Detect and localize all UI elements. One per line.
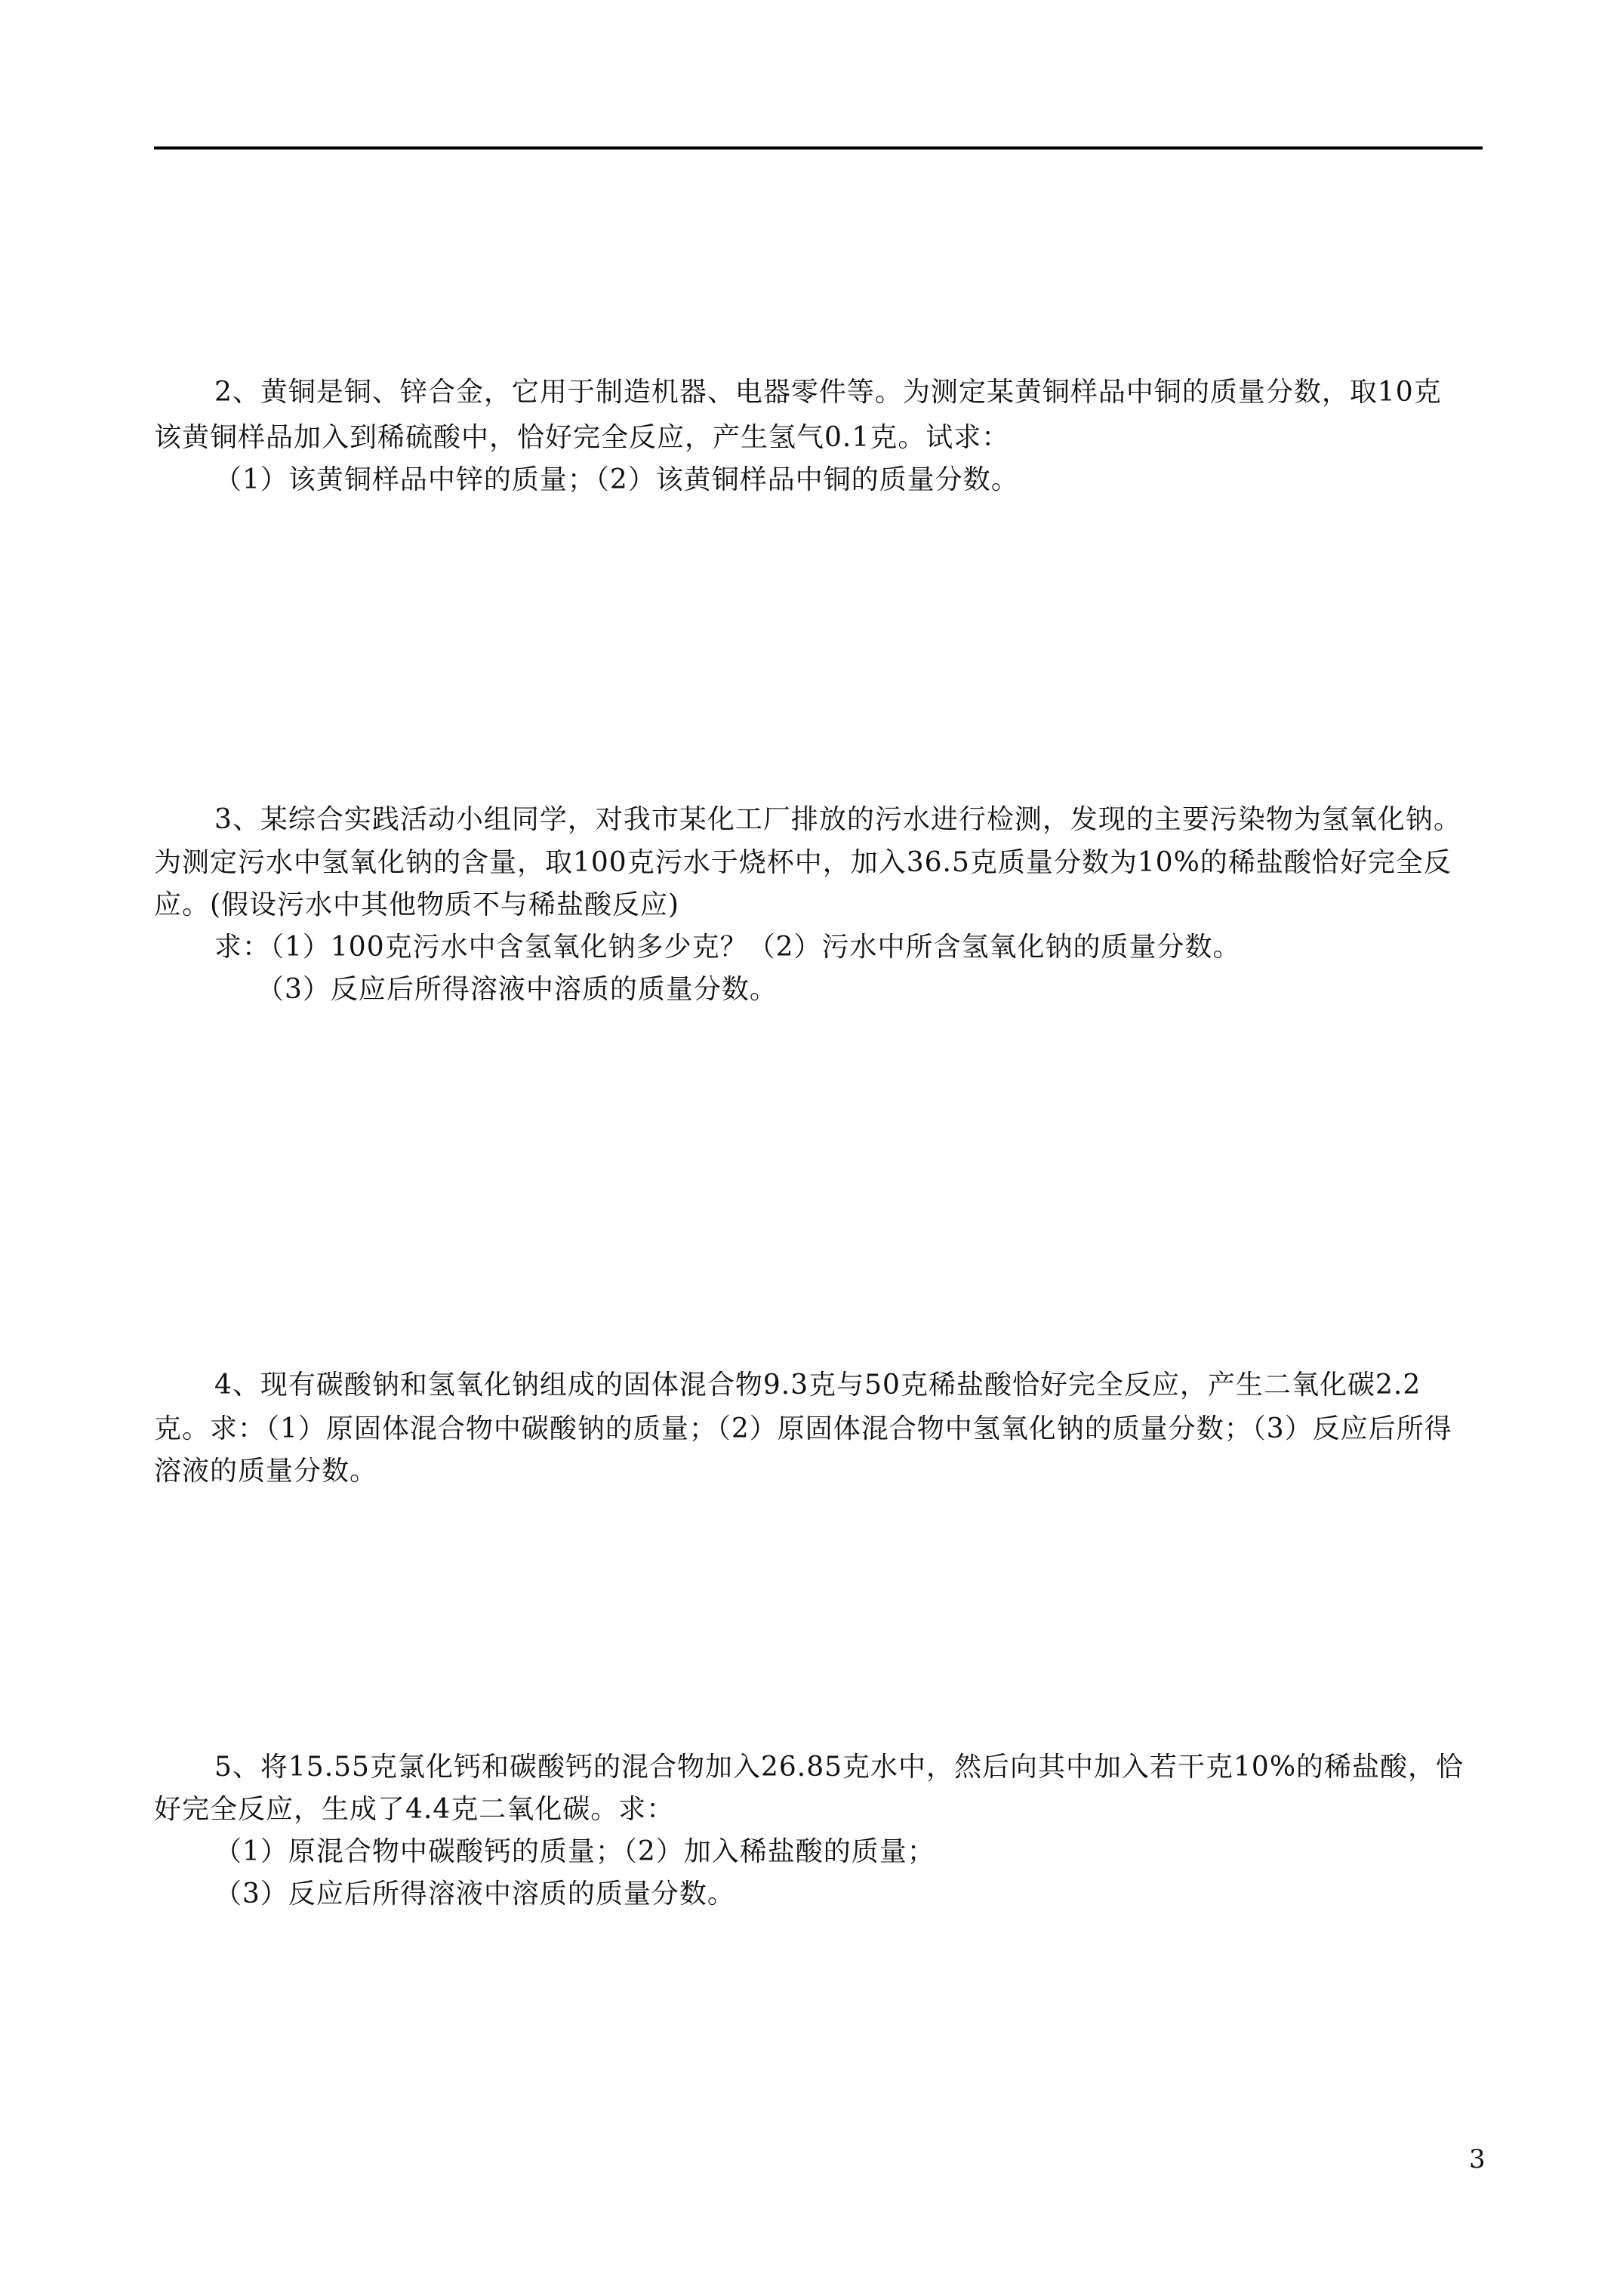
problem-2-line-2: 该黄铜样品加入到稀硫酸中，恰好完全反应，产生氢气0.1克。试求： (154, 422, 1010, 453)
problem-4-line-3: 溶液的质量分数。 (154, 1456, 378, 1487)
problem-2-line-3: （1）该黄铜样品中锌的质量；（2）该黄铜样品中铜的质量分数。 (214, 464, 1019, 495)
problem-2-line-1: 2、黄铜是铜、锌合金，它用于制造机器、电器零件等。为测定某黄铜样品中铜的质量分数，取10克 (214, 377, 1442, 408)
problem-5-line-3: （1）原混合物中碳酸钙的质量；（2）加入稀盐酸的质量； (214, 1836, 935, 1867)
problem-3-line-5: （3）反应后所得溶液中溶质的质量分数。 (257, 974, 778, 1005)
header-rule (154, 146, 1483, 149)
problem-3-line-1: 3、某综合实践活动小组同学，对我市某化工厂排放的污水进行检测，发现的主要污染物为氢氧化钠。 (214, 804, 1461, 835)
problem-5-line-2: 好完全反应，生成了4.4克二氧化碳。求： (154, 1794, 675, 1825)
problem-5-line-1: 5、将15.55克氯化钙和碳酸钙的混合物加入26.85克水中，然后向其中加入若干克10%的稀盐酸，恰 (214, 1752, 1464, 1783)
problem-3-line-4: 求：（1）100克污水中含氢氧化钠多少克？（2）污水中所含氢氧化钠的质量分数。 (214, 932, 1241, 963)
problem-4-line-2: 克。求：（1）原固体混合物中碳酸钠的质量；（2）原固体混合物中氢氧化钠的质量分数；（3）反应后所得 (154, 1413, 1452, 1444)
problem-5-line-4: （3）反应后所得溶液中溶质的质量分数。 (214, 1878, 735, 1909)
problem-4-line-1: 4、现有碳酸钠和氢氧化钠组成的固体混合物9.3克与50克稀盐酸恰好完全反应，产生二氧化碳2.2 (214, 1370, 1421, 1401)
page-number: 3 (1469, 2144, 1486, 2174)
problem-3-line-3: 应。(假设污水中其他物质不与稀盐酸反应) (154, 889, 680, 920)
problem-3-line-2: 为测定污水中氢氧化钠的含量，取100克污水于烧杯中，加入36.5克质量分数为10%的稀盐酸恰好完全反 (154, 847, 1452, 878)
